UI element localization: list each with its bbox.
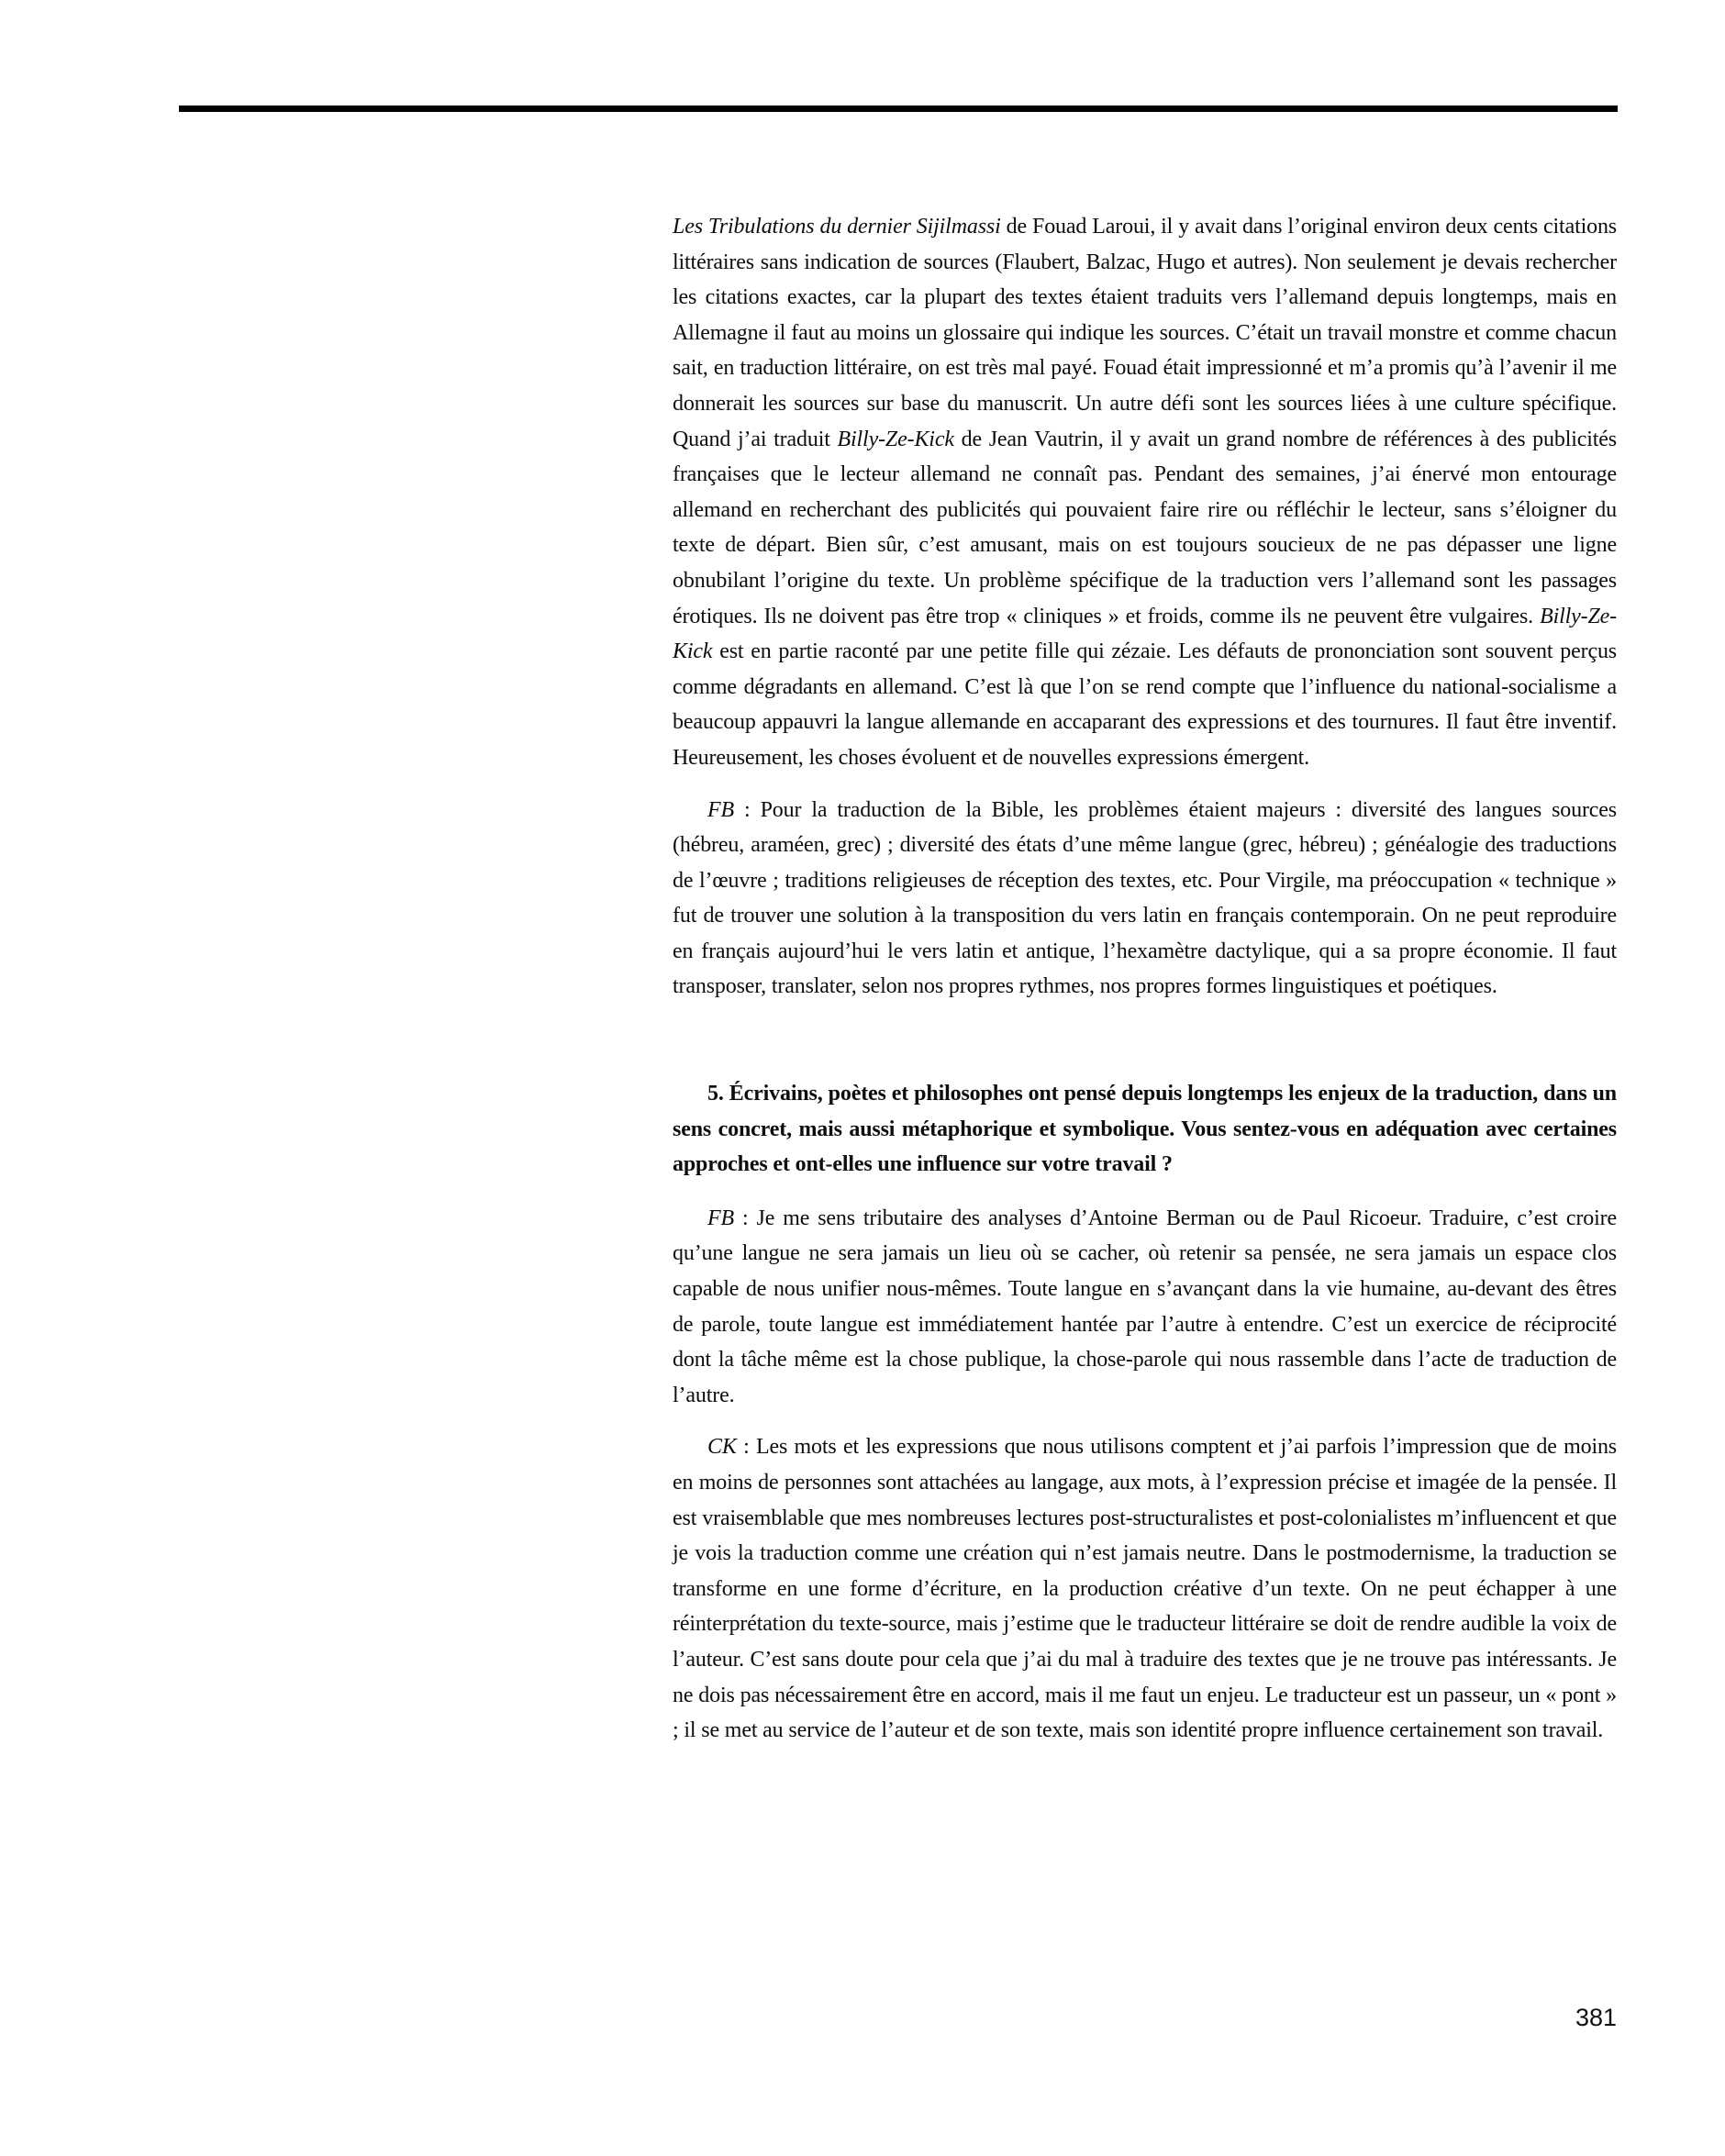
paragraph-fb-berman — [673, 1201, 1617, 1414]
paragraph-text: Les mots et les expressions que nous utilisons comptent et j’ai parfois l’impression que de moins en moins de personnes sont attachées au langage, aux mots, à l’expression précise et imagée de la pensée. Il est vraisemblable que mes nombreuses lectures post-structuralistes et post-colonialistes m’influencent et que je vois la traduction comme une création qui n’est jamais neutre. Dans le postmodernisme, la traduction se transforme en une forme d’écriture, en la production créative d’un texte. On ne peut échapper à une réinterprétation du texte-source, mais j’estime que le traducteur littéraire se doit de rendre audible la voix de l’auteur. C’est sans doute pour cela que j’ai du mal à traduire des textes que je ne trouve pas intéressants. Je ne dois pas nécessairement être en accord, mais il me faut un enjeu. Le traducteur est un passeur, un « pont » ; il se met au service de l’auteur et de son texte, mais son identité propre influence certainement son travail. — [673, 1435, 1617, 1743]
page-number: 381 — [1575, 2004, 1617, 2031]
paragraph-text: Pour la traduction de la Bible, les problèmes étaient majeurs : diversité des langues sources (hébreu, araméen, grec) ; diversité des états d’une même langue (grec, hébreu) ; généalogie des traductions de l’œuvre ; traditions religieuses de réception des textes, etc. Pour Virgile, ma préoccupation « technique » fut de trouver une solution à la transposition du vers latin en français contemporain. On ne peut reproduire en français aujourd’hui le vers latin et antique, l’hexamètre dactylique, qui a sa propre économie. Il faut transposer, translater, selon nos propres rythmes, nos propres formes linguistiques et poétiques. — [673, 797, 1617, 999]
paragraph-text: est en partie raconté par une petite fille qui zézaie. Les défauts de prononciation sont souvent perçus comme dégradants en allemand. C’est là que l’on se rend compte que l’influence du national-socialisme a beaucoup appauvri la langue allemande en accaparant des expressions et des tournures. Il faut être inventif. Heureusement, les choses évoluent et de nouvelles expressions émergent. — [673, 639, 1617, 770]
header-rule — [179, 106, 1618, 112]
speaker-initials: FB — [707, 1206, 735, 1230]
question-5-heading — [673, 1076, 1617, 1183]
paragraph-continuation — [673, 209, 1617, 776]
speaker-separator: : — [736, 1435, 756, 1460]
speaker-initials: CK — [707, 1435, 737, 1460]
paragraph-fb-bible — [673, 793, 1617, 1006]
paragraph-text: de Fouad Laroui, il y avait dans l’original environ deux cents citations littéraires sans indication de sources (Flaubert, Balzac, Hugo et autres). Non seulement je devais rechercher les citations exactes, car la plupart des textes étaient traduits vers l’allemand depuis longtemps, mais en Allemagne il faut au moins un glossaire qui indique les sources. C’était un travail monstre et comme chacun sait, en traduction littéraire, on est très mal payé. Fouad était impressionné et m’a promis qu’à l’avenir il me donnerait les sources sur base du manuscrit. Un autre défi sont les sources liées à une culture spécifique. Quand j’ai traduit — [673, 215, 1617, 451]
paragraph-ck — [673, 1429, 1617, 1748]
question-text: 5. Écrivains, poètes et philosophes ont pensé depuis longtemps les enjeux de la traduction, dans un sens concret, mais aussi métaphorique et symbolique. Vous sentez-vous en adéquation avec certaines approches et ont-elles une influence sur votre travail ? — [673, 1082, 1617, 1177]
book-title-italic: Billy-Ze-Kick — [837, 427, 954, 451]
speaker-initials: FB — [707, 797, 735, 822]
paragraph-text: de Jean Vautrin, il y avait un grand nombre de références à des publicités françaises que le lecteur allemand ne connaît pas. Pendant des semaines, j’ai énervé mon entourage allemand en recherchant des publicités qui pouvaient faire rire ou réfléchir le lecteur, sans s’éloigner du texte de départ. Bien sûr, c’est amusant, mais on est toujours soucieux de ne pas dépasser une ligne obnubilant l’origine du texte. Un problème spécifique de la traduction vers l’allemand sont les passages érotiques. Ils ne doivent pas être trop « cliniques » et froids, comme ils ne peuvent être vulgaires. — [673, 427, 1617, 628]
speaker-separator: : — [734, 1206, 757, 1230]
book-title-italic: Billy-Ze-Kick — [673, 604, 1618, 664]
text-column — [673, 209, 1617, 1749]
book-title-italic: Les Tribulations du dernier Sijilmassi — [673, 215, 1001, 239]
paragraph-text: Je me sens tributaire des analyses d’Antoine Berman ou de Paul Ricoeur. Traduire, c’est croire qu’une langue ne sera jamais un lieu où se cacher, où retenir sa pensée, ne sera jamais un espace clos capable de nous unifier nous-mêmes. Toute langue en s’avançant dans la vie humaine, au-devant des êtres de parole, toute langue est immédiatement hantée par l’autre à entendre. C’est un exercice de réciprocité dont la tâche même est la chose publique, la chose-parole qui nous rassemble dans l’acte de traduction de l’autre. — [673, 1206, 1617, 1407]
speaker-separator: : — [734, 797, 761, 822]
